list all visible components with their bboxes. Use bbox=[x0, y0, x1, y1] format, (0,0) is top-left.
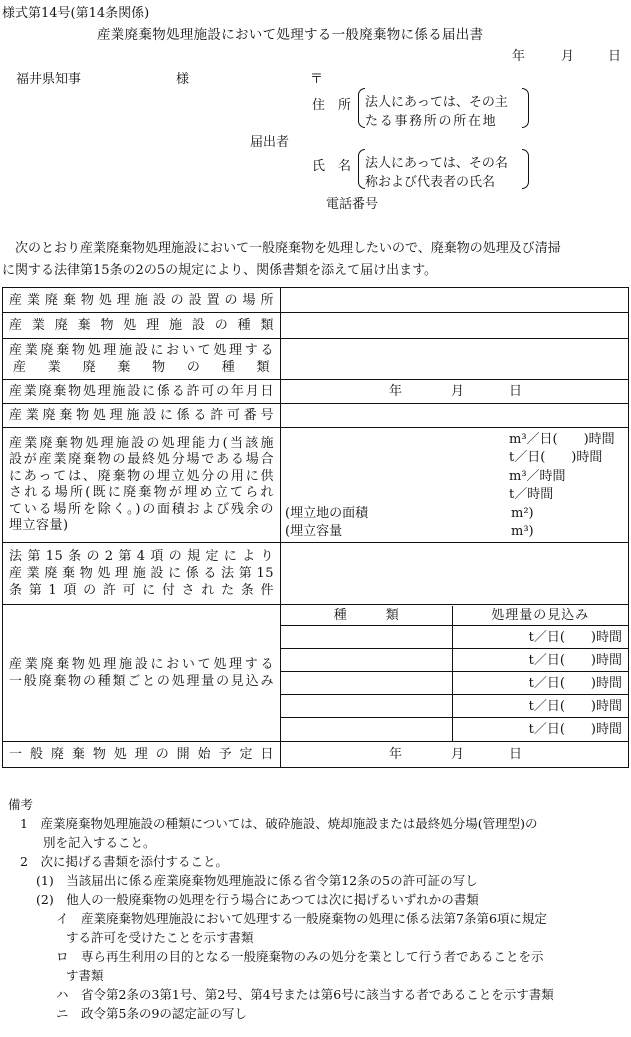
capacity-label-line1: 産業廃棄物処理施設の処理能力(当該施 bbox=[9, 435, 274, 451]
row-capacity-label bbox=[3, 428, 281, 543]
landfill-area-label: (埋立地の面積 bbox=[285, 506, 369, 521]
note-i-line2: する許可を受けたことを示す書類 bbox=[66, 930, 254, 945]
volume-estimate-label-line1: 産業廃棄物処理施設において処理する bbox=[9, 657, 274, 672]
landfill-volume-unit: m³) bbox=[511, 524, 534, 539]
address-brace-left bbox=[358, 88, 365, 128]
capacity-m3-per-day: m³／日( )時間 bbox=[509, 432, 615, 447]
permit-date-year: 年 bbox=[389, 384, 403, 399]
capacity-t-per-day: t／日( )時間 bbox=[509, 450, 603, 465]
note-ha: ハ 省令第2条の3第1号、第2号、第4号または第6号に該当する者であることを示す書類 bbox=[56, 987, 554, 1002]
capacity-t-per-hour: t／時間 bbox=[509, 487, 554, 502]
capacity-label-line6: 埋立容量) bbox=[9, 518, 69, 533]
col-amount-header: 処理量の見込み bbox=[452, 606, 628, 626]
name-brace-right bbox=[522, 149, 529, 189]
volume-estimate-subtable bbox=[281, 606, 628, 741]
conditions-label-line1: 法第15条の2第4項の規定により bbox=[9, 549, 274, 564]
kind-cell[interactable] bbox=[281, 672, 452, 695]
honorific: 様 bbox=[176, 72, 190, 87]
amount-cell[interactable]: t／日( )時間 bbox=[452, 672, 628, 695]
capacity-label-line3: にあっては、廃棄物の埋立処分の用に供 bbox=[9, 468, 274, 484]
amount-cell[interactable]: t／日( )時間 bbox=[452, 626, 628, 649]
permit-date-month: 月 bbox=[451, 384, 465, 399]
permit-date-day: 日 bbox=[509, 384, 523, 399]
notifier-label: 届出者 bbox=[250, 135, 290, 150]
kind-cell[interactable] bbox=[281, 649, 452, 672]
row-facility-type-label: 産業廃棄物処理施設の種類 bbox=[3, 313, 281, 339]
amount-cell[interactable]: t／日( )時間 bbox=[452, 695, 628, 718]
row-capacity-value[interactable] bbox=[281, 428, 629, 543]
row-permit-number-label: 産業廃棄物処理施設に係る許可番号 bbox=[3, 404, 281, 428]
volume-estimate-label-line2: 一般廃棄物の種類ごとの処理量の見込み bbox=[9, 674, 274, 689]
note-ni: ニ 政令第5条の9の認定証の写し bbox=[56, 1006, 247, 1021]
address-note-2: たる事務所の所在地 bbox=[365, 114, 498, 129]
note-i-line1: イ 産業廃棄物処理施設において処理する一般廃棄物の処理に係る法第7条第6項に規定 bbox=[56, 911, 547, 926]
row-conditions-label bbox=[3, 543, 281, 605]
row-conditions-value[interactable] bbox=[281, 543, 629, 605]
amount-cell[interactable]: t／日( )時間 bbox=[452, 649, 628, 672]
kind-cell[interactable] bbox=[281, 695, 452, 718]
note-2-2: (2) 他人の一般廃棄物の処理を行う場合にあつては次に掲げるいずれかの書類 bbox=[36, 892, 479, 907]
name-note-1: 法人にあっては、その名 bbox=[365, 156, 508, 171]
remarks-heading: 備考 bbox=[8, 797, 34, 812]
page-title: 産業廃棄物処理施設において処理する一般廃棄物に係る届出書 bbox=[97, 27, 484, 43]
date-year: 年 bbox=[512, 49, 526, 64]
date-month: 月 bbox=[561, 49, 575, 64]
amount-cell[interactable]: t／日( )時間 bbox=[452, 718, 628, 741]
address-note-1: 法人にあっては、その主 bbox=[365, 95, 508, 110]
note-1-line2: 別を記入すること。 bbox=[43, 835, 156, 850]
landfill-area-unit: m²) bbox=[511, 506, 534, 521]
row-start-date-value[interactable] bbox=[281, 742, 629, 768]
row-volume-estimate-label bbox=[3, 605, 281, 742]
intro-line-2: に関する法律第15条の2の5の規定により、関係書類を添えて届け出ます。 bbox=[2, 263, 438, 278]
capacity-label-line2: 設が産業廃棄物の最終処分場である場合 bbox=[9, 452, 274, 467]
postal-mark: 〒 bbox=[310, 72, 324, 87]
row-waste-type-value[interactable] bbox=[281, 339, 629, 380]
row-facility-type-value[interactable] bbox=[281, 313, 629, 339]
col-kind-header: 種 類 bbox=[281, 606, 452, 626]
capacity-label-line4: される場所(既に廃棄物が埋め立てられ bbox=[9, 485, 274, 500]
intro-line-1: 次のとおり産業廃棄物処理施設において一般廃棄物を処理したいので、廃棄物の処理及び清掃 bbox=[2, 241, 561, 256]
row-permit-number-value[interactable] bbox=[281, 404, 629, 428]
row-volume-estimate-value bbox=[281, 605, 629, 742]
note-2-1: (1) 当該届出に係る産業廃棄物処理施設に係る省令第12条の5の許可証の写し bbox=[36, 873, 478, 888]
note-ro-line2: す書類 bbox=[66, 968, 104, 983]
note-ro-line1: ロ 専ら再生利用の目的となる一般廃棄物のみの処分を業として行う者であることを示 bbox=[56, 949, 544, 964]
capacity-m3-per-hour: m³／時間 bbox=[509, 469, 566, 484]
kind-cell[interactable] bbox=[281, 718, 452, 741]
address-brace-right bbox=[522, 88, 529, 128]
row-permit-date-label: 産業廃棄物処理施設に係る許可の年月日 bbox=[3, 380, 281, 404]
row-waste-type-label bbox=[3, 339, 281, 380]
phone-label: 電話番号 bbox=[326, 197, 379, 212]
capacity-label-line5: ている場所を除く。)の面積および残余の bbox=[9, 501, 274, 517]
name-label: 氏 名 bbox=[312, 159, 352, 174]
landfill-volume-label: (埋立容量 bbox=[285, 524, 343, 539]
row-waste-type-label-line2: 産業廃棄物の種類 bbox=[13, 360, 270, 375]
start-date-month: 月 bbox=[451, 747, 465, 762]
name-note-2: 称および代表者の氏名 bbox=[365, 175, 496, 190]
row-start-date-label: 一般廃棄物処理の開始予定日 bbox=[3, 742, 281, 768]
address-label: 住 所 bbox=[312, 98, 352, 113]
row-location-label: 産業廃棄物処理施設の設置の場所 bbox=[3, 288, 281, 313]
note-1-line1: 1 産業廃棄物処理施設の種類については、破砕施設、焼却施設または最終処分場(管理型)の bbox=[20, 816, 538, 831]
form-number: 様式第14号(第14条関係) bbox=[2, 6, 150, 21]
row-permit-date-value[interactable] bbox=[281, 380, 629, 404]
notification-table bbox=[2, 287, 629, 768]
start-date-day: 日 bbox=[509, 747, 523, 762]
addressee: 福井県知事 bbox=[16, 72, 82, 87]
row-location-value[interactable] bbox=[281, 288, 629, 313]
note-2: 2 次に掲げる書類を添付すること。 bbox=[20, 854, 228, 869]
row-waste-type-label-line1: 産業廃棄物処理施設において処理する bbox=[9, 343, 274, 358]
conditions-label-line3: 条第1項の許可に付された条件 bbox=[9, 583, 274, 598]
start-date-year: 年 bbox=[389, 747, 403, 762]
name-brace-left bbox=[358, 149, 365, 189]
remarks-section bbox=[8, 795, 628, 1023]
date-day: 日 bbox=[608, 49, 622, 64]
kind-cell[interactable] bbox=[281, 626, 452, 649]
conditions-label-line2: 産業廃棄物処理施設に係る法第15 bbox=[9, 566, 274, 581]
